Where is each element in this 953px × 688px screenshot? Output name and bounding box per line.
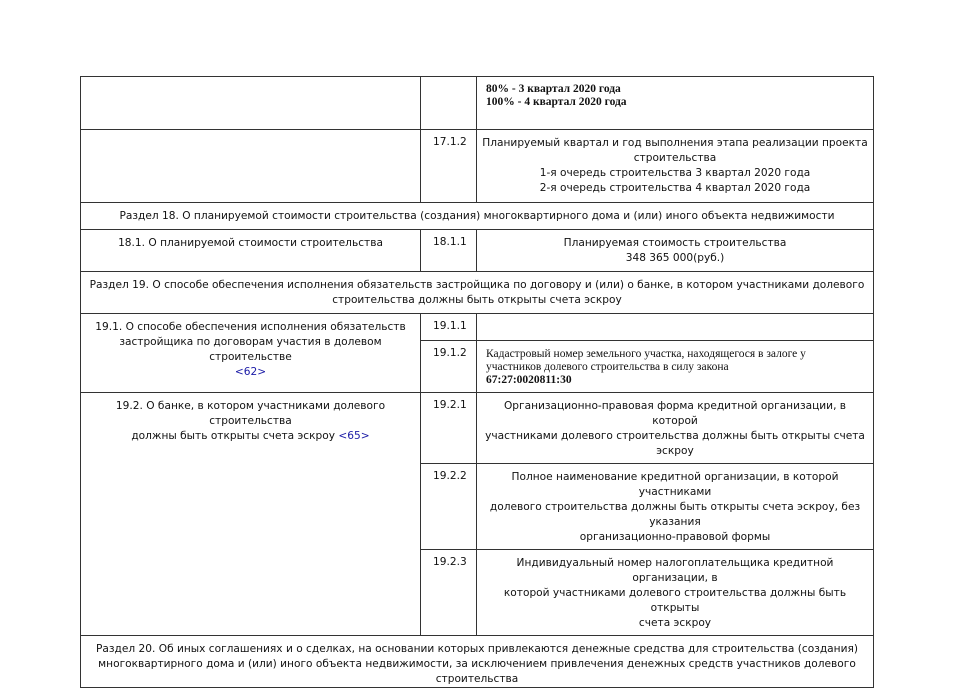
empty-cell — [421, 77, 477, 130]
empty-cell — [477, 314, 874, 341]
planned-cost-cell — [477, 230, 874, 272]
table-row — [81, 77, 874, 130]
row-number: 19.2.1 — [421, 393, 477, 464]
planned-quarter-line: 1-я очередь строительства 3 квартал 2020 года — [539, 167, 811, 179]
planned-quarter-line: строительства — [633, 152, 717, 164]
row-label: 19.1. О способе обеспечения исполнения обязательств застройщика по договорам участия в долевом строительстве <62> — [81, 314, 421, 393]
planned-quarter-line: 2-я очередь строительства 4 квартал 2020 года — [539, 182, 811, 194]
disclosure-table — [80, 76, 874, 688]
section-19-title: Раздел 19. О способе обеспечения исполнения обязательств застройщика по договору и (или) о банке, в котором участниками долевого строительства должны быть открыты счета эскроу — [81, 272, 874, 314]
table-row — [81, 230, 874, 272]
section-20-title: Раздел 20. Об иных соглашениях и о сделках, на основании которых привлекаются денежные средства для строительства (создания) многоквартирного дома и (или) иного объекта недвижимости, за исключением привлечения денежных средств участников долевого строительства — [81, 636, 874, 688]
section-header-row — [81, 272, 874, 314]
section-header-row — [81, 636, 874, 688]
row-number: 17.1.2 — [421, 130, 477, 203]
empty-cell — [81, 77, 421, 130]
planned-cost-label: Планируемая стоимость строительства — [563, 237, 787, 249]
empty-cell — [81, 130, 421, 203]
section-18-title: Раздел 18. О планируемой стоимости строительства (создания) многоквартирного дома и (или) иного объекта недвижимости — [81, 203, 874, 230]
table-row — [81, 393, 874, 464]
cadastral-number: 67:27:0020811:30 — [486, 374, 572, 386]
row-number: 19.1.2 — [421, 341, 477, 393]
cadastral-number-cell: Кадастровый номер земельного участка, находящегося в залоге у участников долевого строительства в силу закона 67:27:0020811:30 — [477, 341, 874, 393]
section-header-row — [81, 203, 874, 230]
stage-percent-line-2: 100% - 4 квартал 2020 года — [486, 96, 627, 108]
row-label: 18.1. О планируемой стоимости строительства — [81, 230, 421, 272]
stage-percent-cell — [477, 77, 874, 130]
row-number: 19.1.1 — [421, 314, 477, 341]
planned-quarter-line: Планируемый квартал и год выполнения этапа реализации проекта — [482, 137, 868, 149]
stage-percent-line-1: 80% - 3 квартал 2020 года — [486, 83, 621, 95]
table-row — [81, 130, 874, 203]
row-label: 19.2. О банке, в котором участниками долевого строительства должны быть открыты счета эскроу <65> — [81, 393, 421, 636]
row-number: 19.2.3 — [421, 550, 477, 636]
row-number: 19.2.2 — [421, 464, 477, 550]
row-number: 18.1.1 — [421, 230, 477, 272]
planned-cost-value: 348 365 000(руб.) — [625, 252, 725, 264]
table-row — [81, 314, 874, 341]
org-form-cell: Организационно-правовая форма кредитной организации, в которой участниками долевого строительства должны быть открыты счета эскроу — [477, 393, 874, 464]
bank-inn-cell: Индивидуальный номер налогоплательщика кредитной организации, в которой участниками долевого строительства должны быть открыты счета эскроу — [477, 550, 874, 636]
planned-quarter-cell — [477, 130, 874, 203]
footnote-link-65[interactable]: <65> — [338, 430, 370, 442]
bank-name-cell: Полное наименование кредитной организации, в которой участниками долевого строительства должны быть открыты счета эскроу, без указания организационно-правовой формы — [477, 464, 874, 550]
footnote-link-62[interactable]: <62> — [234, 366, 267, 378]
